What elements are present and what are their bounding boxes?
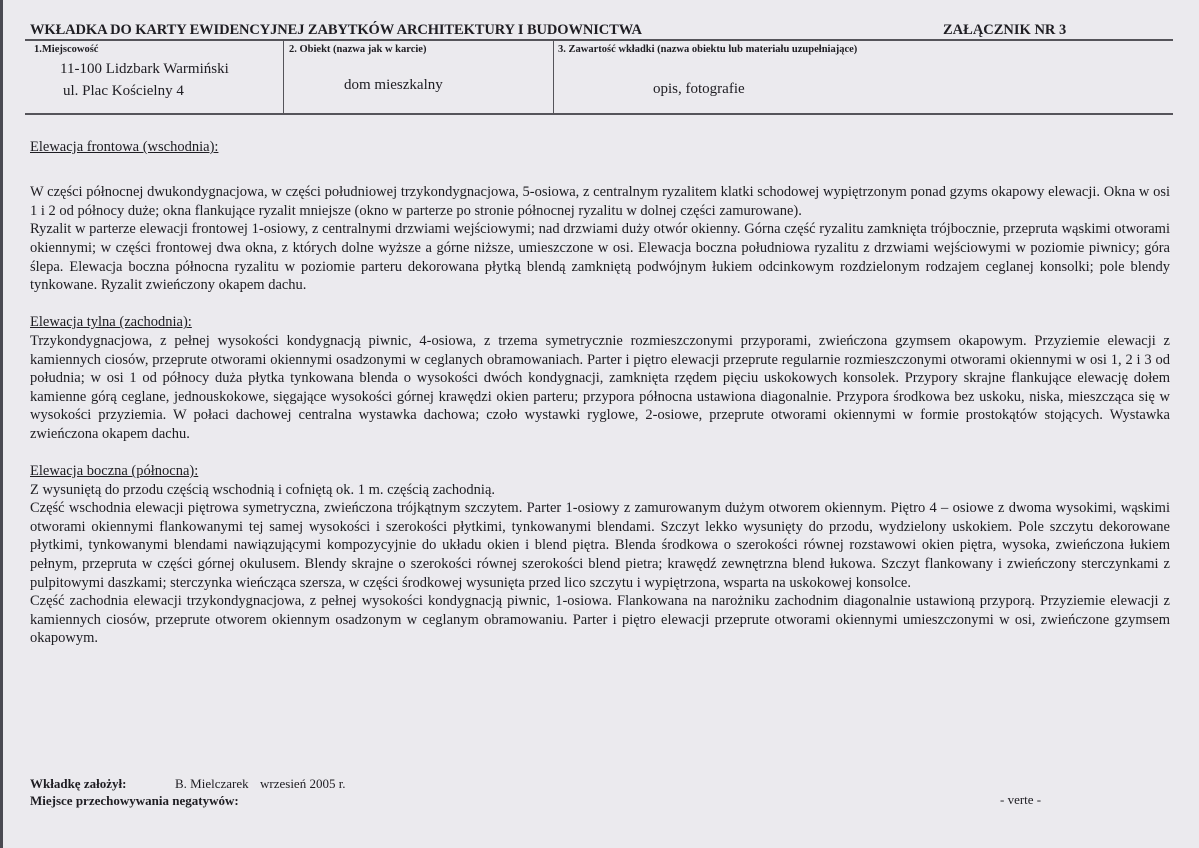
object-label: 2. Obiekt (nazwa jak w karcie): [289, 44, 427, 55]
author-name: B. Mielczarek: [175, 776, 249, 791]
section-heading: Elewacja frontowa (wschodnia):: [30, 139, 219, 155]
scan-edge: [0, 0, 3, 848]
document-title: WKŁADKA DO KARTY EWIDENCYJNEJ ZABYTKÓW ARCHITEKTURY I BUDOWNICTWA: [30, 22, 642, 38]
paragraph: Z wysuniętą do przodu częścią wschodnią i cofniętą ok. 1 m. częścią zachodnią.: [30, 481, 496, 498]
contents-cell: [554, 41, 1173, 113]
object-value: dom mieszkalny: [344, 77, 443, 93]
section-heading: Elewacja tylna (zachodnia):: [30, 314, 192, 331]
section-heading: Elewacja boczna (północna):: [30, 463, 199, 480]
paragraph: Ryzalit w parterze elewacji frontowej 1-osiowy, z centralnymi drzwiami wejściowymi; nad drzwiami duży otwór okienny. Górna część ryzalitu zamknięta trójbocznie, przepruta wąskimi otworami okiennymi; w części frontowej dwa okna, z których dolne wyższe a górne niższe, umieszczone w osi. Elewacja boczna południowa ryzalitu z drzwiami wejściowymi w poziomie piwnicy; góra ślepa. Elewacja boczna północna ryzalitu w poziomie parteru dekorowana płytką blendą zamkniętą podwójnym łukiem odcinkowym rozdzielonym rodzajem ceglanej konsolki; pole blendy tynkowane. Ryzalit zwieńczony okapem dachu.: [30, 221, 1170, 294]
contents-label: 3. Zawartość wkładki (nazwa obiektu lub materiału uzupełniające): [558, 44, 858, 55]
location-cell: [25, 41, 284, 113]
verte-note: - verte -: [1000, 792, 1042, 807]
location-line1: 11-100 Lidzbark Warmiński: [60, 61, 229, 77]
header-table: [25, 39, 1173, 115]
location-line2: ul. Plac Kościelny 4: [63, 83, 184, 99]
author-label: Wkładkę założył:: [30, 776, 127, 791]
annex-number: ZAŁĄCZNIK NR 3: [943, 22, 1067, 38]
paragraph: Część wschodnia elewacji piętrowa symetryczna, zwieńczona trójkątnym szczytem. Parter 1-osiowy z zamurowanym dużym otworem okiennym. Piętro 4 – osiowe z dwoma wysokimi, wąskimi otworami okiennymi flankowanymi tej samej wysokości i szerokości płytkimi, tynkowanymi blendami. Szczyt lekko wysunięty do przodu, wydzielony uskokiem. Pole szczytu dekorowane płytkimi, tynkowanymi blendami nawiązującymi kompozycyjnie do układu okien i blend piętra. Blenda środkowa o szerokości równej rozstawowi okien piętra, wysoka, zwieńczona łukiem pełnym, przepruta w części górnej okulusem. Blendy skrajne o szerokości równej szerokości blend pietra; krawędź zewnętrzna blend łukowa. Szczyt flankowany i zwieńczony sterczynkami z pulpitowymi daszkami; sterczynka wieńcząca szersza, w części środkowej wysunięta przed lico szczytu i wypiętrzona, wsparta na uskokowej konsolce.: [30, 500, 1170, 591]
paragraph: Część zachodnia elewacji trzykondygnacjowa, z pełnej wysokości kondygnacją piwnic, 1-osiowa. Flankowana na narożniku zachodnim diagonalnie ustawioną przyporą. Przyziemie elewacji z kamiennych ciosów, przeprute otworem okiennym osadzonym w ceglanym obramowaniu. Parter i piętro elewacji przeprute otworami okiennymi umieszczonymi w osi, zwieńczone gzymsem okapowym.: [30, 593, 1170, 647]
location-label: 1.Miejscowość: [34, 44, 99, 55]
contents-value: opis, fotografie: [653, 81, 745, 97]
object-cell: [284, 41, 554, 113]
negatives-label: Miejsce przechowywania negatywów:: [30, 793, 239, 808]
paragraph: W części północnej dwukondygnacjowa, w części południowej trzykondygnacjowa, 5-osiowa, z centralnym ryzalitem klatki schodowej wypiętrzonym ponad gzyms okapowy elewacji. Okna w osi 1 i 2 od północy duże; okna flankujące ryzalit mniejsze (okno w parterze po stronie północnej ryzalitu w dolnej części zamurowane).: [30, 184, 1170, 219]
date: wrzesień 2005 r.: [260, 776, 346, 791]
paragraph: Trzykondygnacjowa, z pełnej wysokości kondygnacją piwnic, 4-osiowa, z trzema symetrycznie rozmieszczonymi przyporami, zwieńczona gzymsem okapowym. Przyziemie elewacji z kamiennych ciosów, przeprute otworami okiennymi osadzonymi w ceglanych obramowaniach. Parter i piętro elewacji przeprute regularnie rozmieszczonymi otworami okiennymi w osi 1, 2 i 3 od południa; w osi 1 od północy duża płytka tynkowana blenda o wysokości dwóch kondygnacji, zamknięta rzędem pięciu uskokowych konsolek. Przypory skrajne flankujące elewację dołem kamienne górą ceglane, jednouskokowe, sięgające wysokości górnej krawędzi okien parteru; przypora północna ustawiona diagonalnie. Przypora środkowa bez uskoku, niska, mieszcząca się w wysokości przyziemia. W połaci dachowej centralna wystawka dachowa; czoło wystawki ryglowe, 2-osiowe, przeprute otworami okiennymi w formie prostokątów stojących. Wystawka zwieńczona okapem dachu.: [30, 332, 1170, 442]
footer: [30, 775, 346, 809]
document-body: [30, 138, 1170, 648]
